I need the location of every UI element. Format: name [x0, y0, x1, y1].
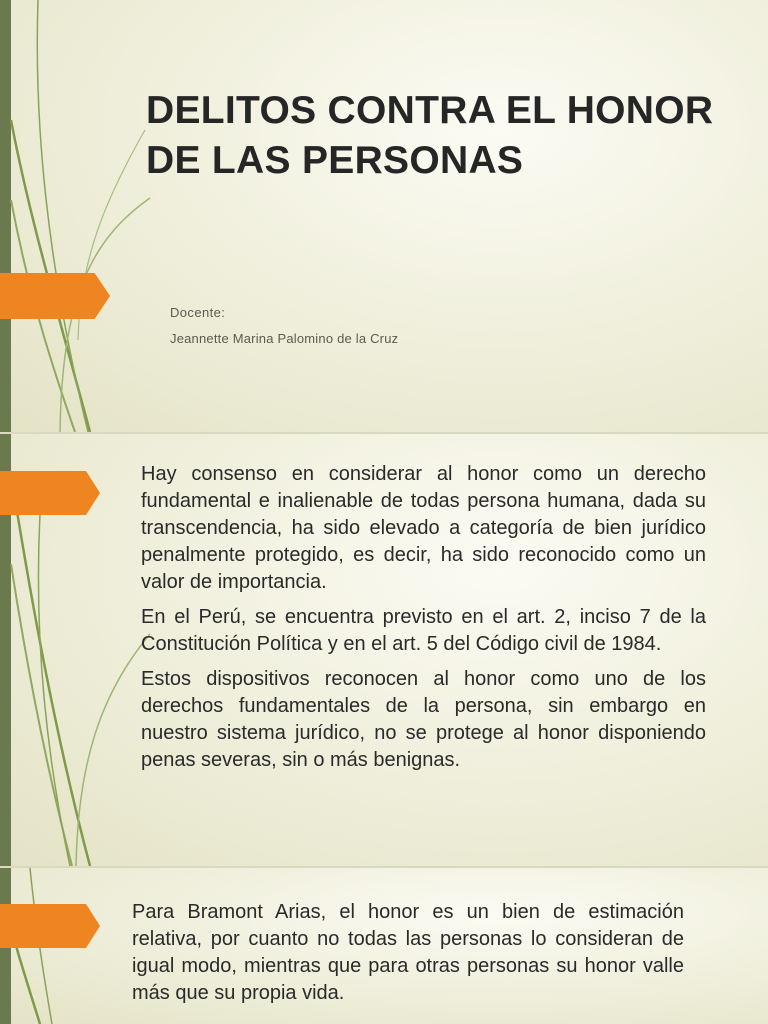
paragraph: En el Perú, se encuentra previsto en el art. 2, inciso 7 de la Constitución Política y en el art. 5 del Código civil de 1984.: [141, 606, 706, 655]
paragraph: Hay consenso en considerar al honor como un derecho fundamental e inalienable de todas persona humana, dada su transcendencia, ha sido elevado a categoría de bien jurídico penalmente protegido, es decir, ha sido reconocido como un valor de importancia.: [141, 463, 706, 593]
teacher-label: Docente:: [170, 305, 226, 320]
slide-title: DELITOS CONTRA EL HONOR DE LAS PERSONAS: [146, 89, 714, 182]
slide-body: [132, 899, 684, 1015]
accent-tab: [0, 904, 100, 948]
content-slide: [0, 868, 768, 1024]
teacher-name: Jeannette Marina Palomino de la Cruz: [170, 331, 399, 346]
paragraph: Estos dispositivos reconocen al honor como uno de los derechos fundamentales de la persona, sin embargo en nuestro sistema jurídico, no se protege al honor disponiendo penas severas, sin o más benignas.: [141, 668, 706, 771]
accent-tab: [0, 471, 100, 515]
accent-tab: [0, 273, 110, 319]
paragraph: Para Bramont Arias, el honor es un bien de estimación relativa, por cuanto no todas las personas lo consideran de igual modo, mientras que para otras personas su honor valle más que su propia vida.: [132, 901, 684, 1004]
content-slide: [0, 434, 768, 866]
title-slide: [0, 0, 768, 432]
slide-body: [141, 461, 706, 782]
vine-decoration: [0, 0, 200, 432]
